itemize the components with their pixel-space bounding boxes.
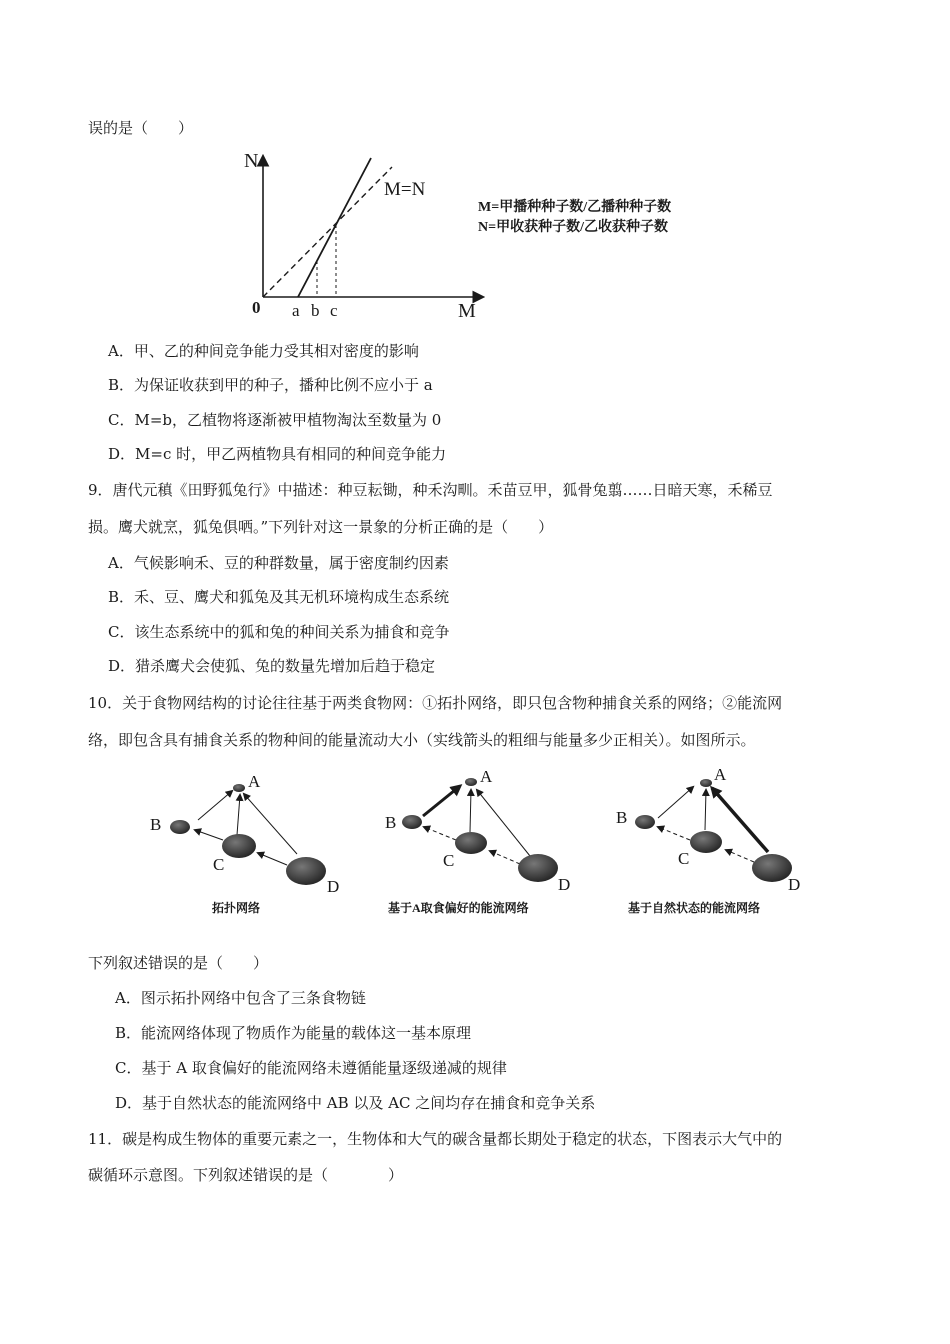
node-a xyxy=(233,784,245,792)
node-d xyxy=(518,854,558,882)
m-equals-n-label: M=N xyxy=(384,179,426,200)
q8-option-b: B．为保证收获到甲的种子，播种比例不应小于 a xyxy=(108,376,433,394)
q10-option-d: D．基于自然状态的能流网络中 AB 以及 AC 之间均存在捕食和竞争关系 xyxy=(115,1094,596,1112)
node-b xyxy=(635,815,655,829)
node-c xyxy=(690,831,722,853)
q10-stem-line2: 络，即包含具有捕食关系的物种间的能量流动大小（实线箭头的粗细与能量多少正相关）。如图所示。 xyxy=(88,731,756,749)
experimental-line xyxy=(298,158,371,297)
node-b xyxy=(402,815,422,829)
q9-option-d: D．猎杀鹰犬会使狐、兔的数量先增加后趋于稳定 xyxy=(108,657,436,675)
node-d xyxy=(752,854,792,882)
label-a: A xyxy=(714,765,727,784)
label-b: B xyxy=(616,808,628,827)
food-web-figure xyxy=(140,760,820,920)
origin-label: 0 xyxy=(252,298,261,317)
node-a xyxy=(700,779,712,787)
label-c: C xyxy=(213,855,225,874)
q10-stem-line1: 10．关于食物网结构的讨论往往基于两类食物网：①拓扑网络，即只包含物种捕食关系的网络；②能流网 xyxy=(88,694,783,712)
label-b: B xyxy=(150,815,162,834)
q11-stem-line1: 11．碳是构成生物体的重要元素之一，生物体和大气的碳含量都长期处于稳定的状态，下图表示大气中的 xyxy=(88,1130,783,1148)
legend-n: N=甲收获种子数/乙收获种子数 xyxy=(478,220,668,235)
q8-option-c: C．M=b，乙植物将逐渐被甲植物淘汰至数量为 0 xyxy=(108,411,442,429)
m-equals-n-line xyxy=(263,167,392,297)
preference-energy-network xyxy=(385,767,570,915)
label-b: B xyxy=(385,813,397,832)
q10-option-b: B．能流网络体现了物质作为能量的载体这一基本原理 xyxy=(115,1024,472,1042)
caption-topology: 拓扑网络 xyxy=(212,901,261,915)
q9-option-c: C．该生态系统中的狐和兔的种间关系为捕食和竞争 xyxy=(108,623,450,641)
q8-option-d: D．M=c 时，甲乙两植物具有相同的种间竞争能力 xyxy=(108,445,447,463)
legend-m: M=甲播种种子数/乙播种种子数 xyxy=(478,200,672,215)
label-a: A xyxy=(480,767,493,786)
q8-graph xyxy=(230,145,730,325)
label-d: D xyxy=(327,877,340,896)
label-d: D xyxy=(788,875,801,894)
q9-option-b: B．禾、豆、鹰犬和狐兔及其无机环境构成生态系统 xyxy=(108,588,450,606)
natural-energy-network xyxy=(616,765,800,915)
topology-network xyxy=(150,772,339,915)
y-axis-label: N xyxy=(244,150,259,172)
q10-option-c: C．基于 A 取食偏好的能流网络未遵循能量逐级递减的规律 xyxy=(115,1059,507,1077)
tick-c: c xyxy=(330,301,338,320)
caption-natural: 基于自然状态的能流网络 xyxy=(628,901,761,915)
node-d xyxy=(286,857,326,885)
label-d: D xyxy=(558,875,571,894)
q11-stem-line2: 碳循环示意图。下列叙述错误的是（ ） xyxy=(88,1166,404,1184)
node-b xyxy=(170,820,190,834)
x-axis-label: M xyxy=(458,300,476,322)
node-c xyxy=(222,834,256,858)
node-c xyxy=(455,832,487,854)
q8-option-a: A．甲、乙的种间竞争能力受其相对密度的影响 xyxy=(108,342,419,360)
q9-stem-line1: 9．唐代元稹《田野狐兔行》中描述：种豆耘锄，种禾沟甽。禾苗豆甲，狐骨兔翦……日暗天寒，禾稀豆 xyxy=(88,481,773,499)
node-a xyxy=(465,778,477,786)
q9-stem-line2: 损。鹰犬就烹，狐兔俱哂。”下列针对这一景象的分析正确的是（ ） xyxy=(88,518,554,536)
label-a: A xyxy=(248,772,261,791)
label-c: C xyxy=(443,851,455,870)
q10-option-a: A．图示拓扑网络中包含了三条食物链 xyxy=(115,989,366,1007)
q10-question: 下列叙述错误的是（ ） xyxy=(88,954,269,972)
q8-stem-tail: 误的是（ ） xyxy=(88,119,194,137)
tick-b: b xyxy=(311,301,320,320)
label-c: C xyxy=(678,849,690,868)
q9-option-a: A．气候影响禾、豆的种群数量，属于密度制约因素 xyxy=(108,554,449,572)
tick-a: a xyxy=(292,301,300,320)
caption-preference: 基于A取食偏好的能流网络 xyxy=(388,901,529,915)
